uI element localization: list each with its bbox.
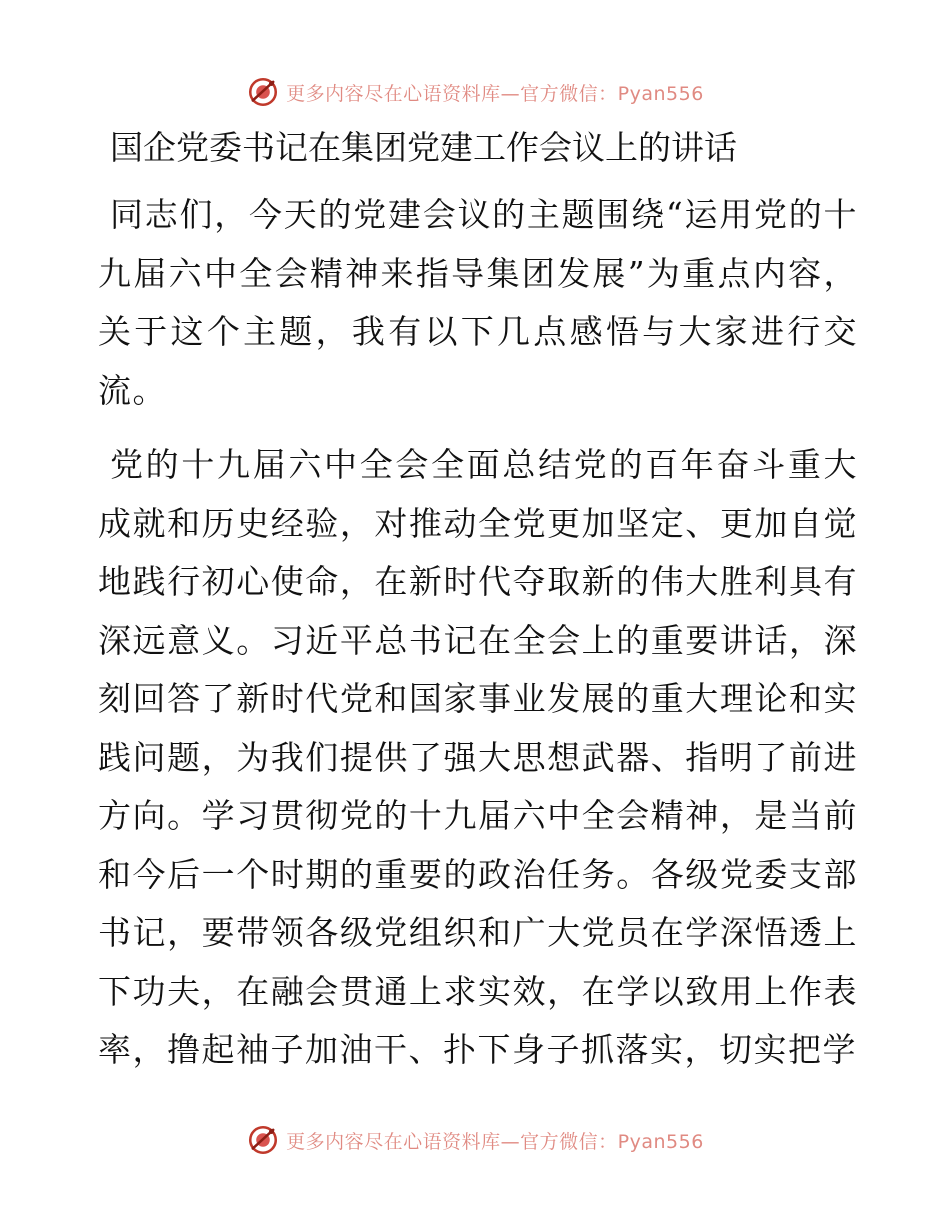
watermark-text: 更多内容尽在心语资料库—官方微信：Pyan556 [286, 1130, 704, 1153]
footer-watermark [0, 1120, 950, 1160]
header-watermark [0, 72, 950, 112]
paragraph-body: 党的十九届六中全会全面总结党的百年奋斗重大成就和历史经验，对推动全党更加坚定、更加自觉地践行初心使命，在新时代夺取新的伟大胜利具有深远意义。习近平总书记在全会上的重要讲话，深刻回答了新时代党和国家事业发展的重大理论和实践问题，为我们提供了强大思想武器、指明了前进方向。学习贯彻党的十九届六中全会精神，是当前和今后一个时期的重要的政治任务。各级党委支部书记，要带领各级党组织和广大党员在学深悟透上下功夫，在融会贯通上求实效，在学以致用上作表率，撸起袖子加油干、扑下身子抓落实，切实把学 [98, 445, 858, 1069]
document-title: 国企党委书记在集团党建工作会议上的讲话 [110, 128, 737, 167]
document-body [98, 122, 858, 1096]
paragraph-greeting: 同志们，今天的党建会议的主题围绕“运用党的十九届六中全会精神来指导集团发展”为重点内容，关于这个主题，我有以下几点感悟与大家进行交流。 [98, 195, 858, 410]
red-circle-logo-icon [246, 75, 280, 109]
watermark-text: 更多内容尽在心语资料库—官方微信：Pyan556 [286, 82, 704, 105]
red-circle-logo-icon [246, 1123, 280, 1157]
